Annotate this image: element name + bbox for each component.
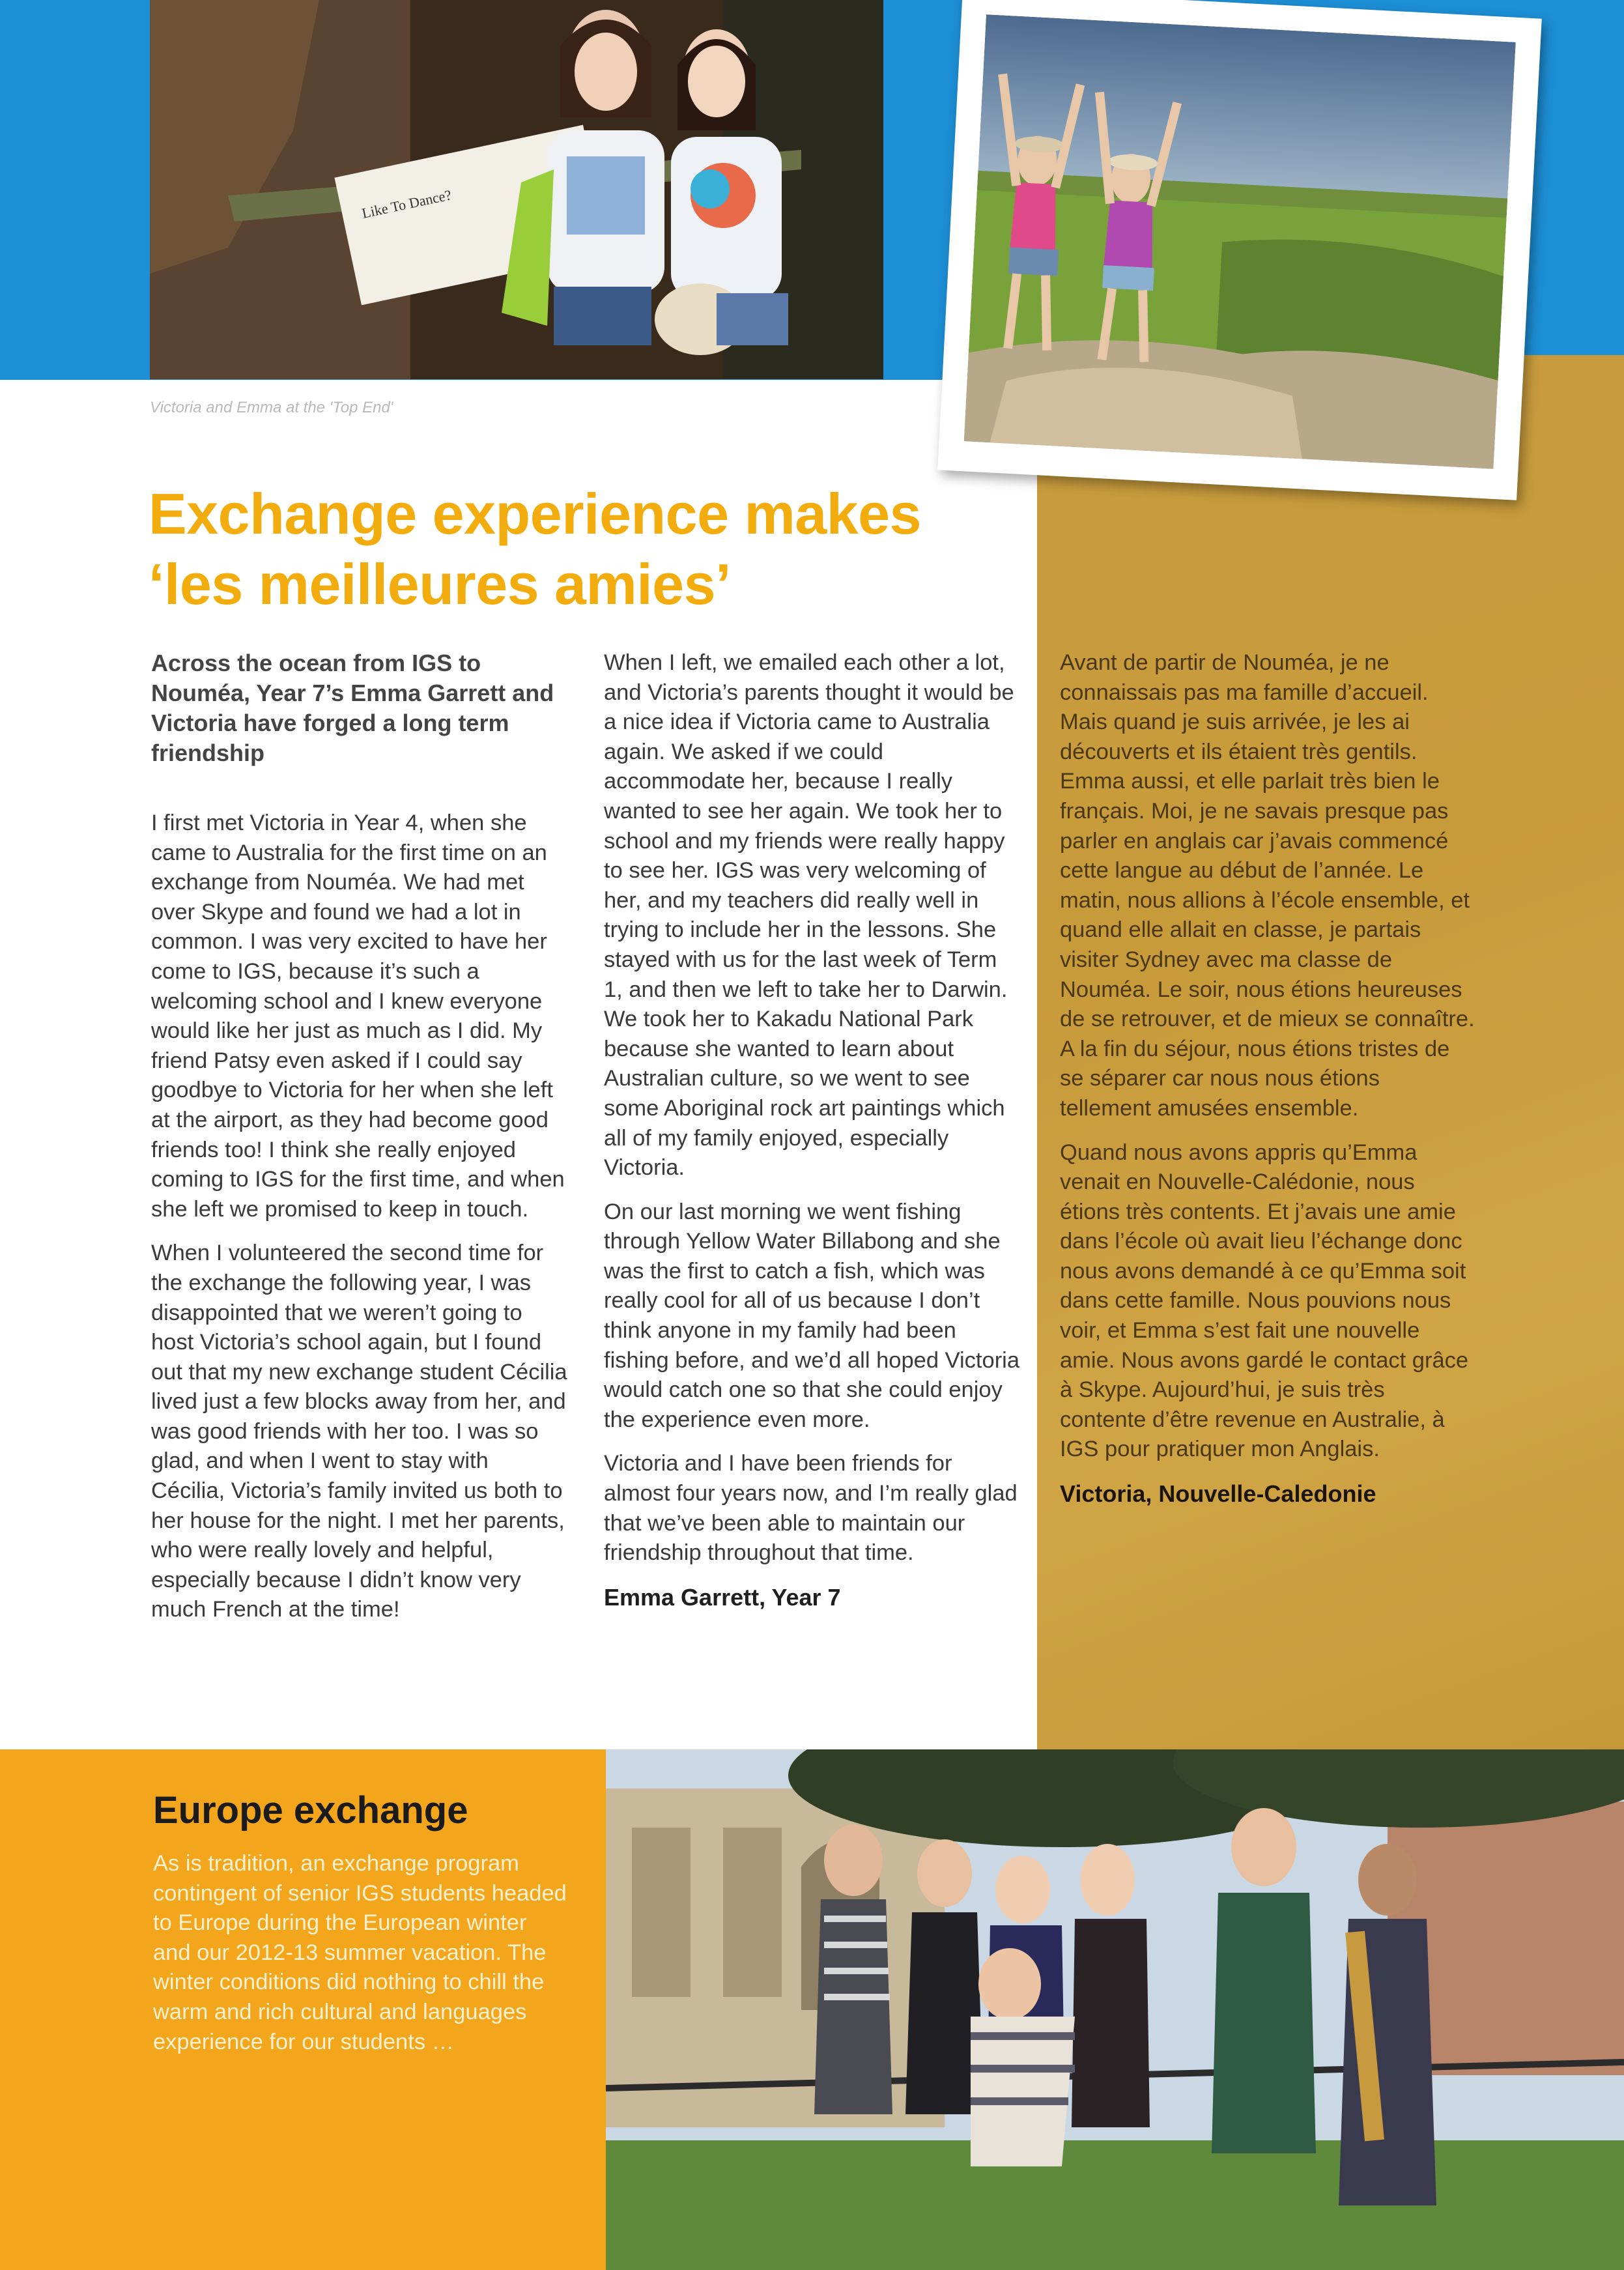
photo-girls-outback (964, 14, 1516, 469)
headline-line-1: Exchange experience makes (149, 481, 921, 546)
article-standfirst: Across the ocean from IGS to Nouméa, Year 7’s Emma Garrett and Victoria have forged a long term friendship (151, 650, 554, 766)
europe-exchange-title: Europe exchange (153, 1789, 468, 1832)
article-column-2 (604, 648, 1021, 1626)
headline-line-2: ‘les meilleures amies’ (149, 552, 732, 616)
polaroid-photo-frame (937, 0, 1542, 500)
paragraph: Quand nous avons appris qu’Emma venait en Nouvelle-Calédonie, nous étions très contents. Et j’avais une amie dans l’école où avait lieu l’échange donc nous avons demandé à ce qu’Emma soit dans cette famille. Nous pouvions nous voir, et Emma s’est fait une nouvelle amie. Nous avons gardé le contact grâce à Skype. Aujourd’hui, je suis très contente d’être revenue en Australie, à IGS pour pratiquer mon Anglais. (1060, 1140, 1469, 1462)
paragraph: Avant de partir de Nouméa, je ne connaissais pas ma famille d’accueil. Mais quand je suis arrivée, je les ai découverts et ils étaient très gentils. Emma aussi, et elle parlait très bien le français. Moi, je ne savais presque pas parler en anglais car j’avais commencé cette langue au début de l’année. Le matin, nous allions à l’école ensemble, et quand elle allait en classe, je partais visiter Sydney avec ma classe de Nouméa. Le soir, nous étions heureuses de se retrouver, et de mieux se connaître. A la fin du séjour, nous étions tristes de se séparer car nous nous étions tellement amusées ensemble. (1060, 650, 1475, 1121)
europe-exchange-text: As is tradition, an exchange program contingent of senior IGS students headed to Europe during the European winter and our 2012-13 summer vacation. The winter conditions did nothing to chill the warm and rich cultural and languages experience for our students … (153, 1851, 567, 2054)
article-column-3-french (1060, 648, 1477, 1523)
paragraph: Victoria and I have been friends for almost four years now, and I’m really glad that we’ve been able to maintain our friendship throughout that time. (604, 1451, 1018, 1566)
paragraph: On our last morning we went fishing through Yellow Water Billabong and she was the first to catch a fish, which was really cool for all of us because I don’t think anyone in my family had been fishing before, and we’d all hoped Victoria would catch one so that she could enjoy the experience even more. (604, 1199, 1020, 1432)
photo-sign-text: Like To Dance? (360, 186, 453, 222)
photo-caption: Victoria and Emma at the 'Top End' (150, 399, 393, 416)
article-column-1 (151, 648, 568, 1639)
author-signature: Emma Garrett, Year 7 (604, 1583, 841, 1611)
article-headline (149, 479, 1047, 620)
paragraph: When I left, we emailed each other a lot, and Victoria’s parents thought it would be a nice idea if Victoria came to Australia again. We asked if we could accommodate her, because I really wanted to see her again. We took her to school and my friends were really happy to see her. IGS was very welcoming of her, and my teachers did really well in trying to include her in the lessons. She stayed with us for the last week of Term 1, and then we left to take her to Darwin. We took her to Kakadu National Park because she wanted to learn about Australian culture, so we went to see some Aboriginal rock art paintings which all of my family enjoyed, especially Victoria. (604, 650, 1014, 1181)
photo-girls-top-end (150, 0, 883, 379)
author-signature-french: Victoria, Nouvelle-Caledonie (1060, 1480, 1376, 1508)
photo-europe-group (606, 1749, 1624, 2270)
paragraph: I first met Victoria in Year 4, when she came to Australia for the first time on an exchange from Nouméa. We had met over Skype and found we had a lot in common. I was very excited to have her come to IGS, because it’s such a welcoming school and I knew everyone would like her just as much as I did. My friend Patsy even asked if I could say goodbye to Victoria for her when she left at the airport, as they had become good friends too! I think she really enjoyed coming to IGS for the first time, and when she left we promised to keep in touch. (151, 811, 565, 1222)
paragraph: When I volunteered the second time for the exchange the following year, I was disappointed that we weren’t going to host Victoria’s school again, but I found out that my new exchange student Cécilia lived just a few blocks away from her, and was good friends with her too. I was so glad, and when I went to stay with Cécilia, Victoria’s family invited us both to her house for the night. I met her parents, who were really lovely and helpful, especially because I didn’t know very much French at the time! (151, 1241, 567, 1622)
